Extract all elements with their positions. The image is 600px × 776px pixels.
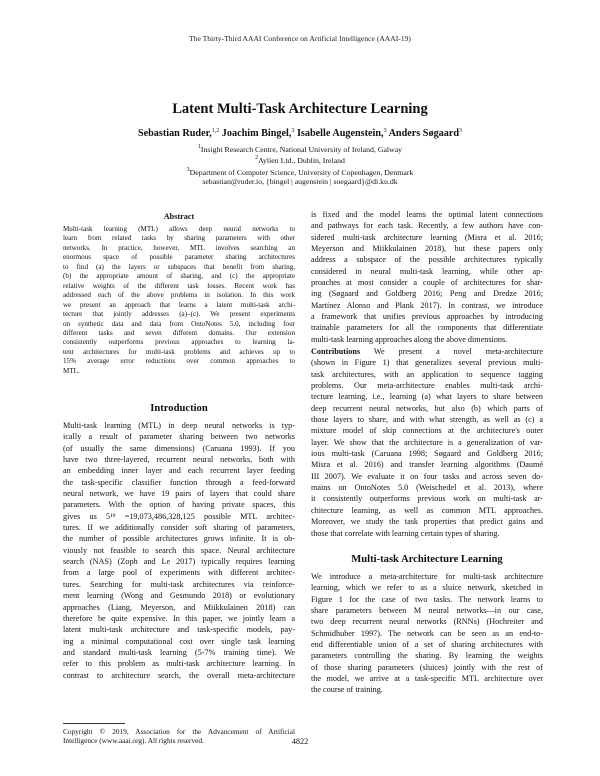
affiliation-text: Aylien Ltd., Dublin, Ireland xyxy=(258,156,345,165)
body-line: address a subspace of the possible architectures typically xyxy=(311,255,543,265)
body-line: learning, which we refer to as a sluice network, sketched in xyxy=(311,583,543,593)
author-emails: sebastian@ruder.io, {bingel | augenstein | soegaard}@di.ku.dk xyxy=(202,177,398,186)
body-line: Moreover, we study the task properties that predict gains and xyxy=(311,517,543,527)
abstract-line: tent architectures for multi-task problems and achieves up to xyxy=(63,347,295,356)
body-line: considered in neural multi-task learning, while other ap- xyxy=(311,266,543,276)
body-line: chitecture learning, as well as common MTL approaches. xyxy=(311,505,543,515)
body-line: gives us 5¹⁹ =19,073,486,328,125 possible MTL architec- xyxy=(63,511,295,521)
body-line: those that correlate with learning certain types of sharing. xyxy=(311,528,500,538)
footnote-line: Copyright © 2019, Association for the Advancement of Artificial xyxy=(63,727,295,736)
body-line: parameters controlling the sharing. By learning the weights xyxy=(311,651,543,661)
abstract-line: on synthetic data and data from OntoNotes 5.0, including four xyxy=(63,319,295,328)
abstract-line: addressed each of the above problems in isolation. In this work xyxy=(63,291,295,300)
abstract-line: consistently outperforms previous approaches to learning la- xyxy=(63,338,295,347)
body-line: sidered multi-task architecture learning (Misra et al. 2016; xyxy=(311,232,543,242)
body-line: Martínez Alonso and Plank 2017). In contrast, we introduce xyxy=(311,300,543,310)
author-name: Isabelle Augenstein, xyxy=(296,128,384,139)
body-line xyxy=(311,346,543,357)
body-line: Multi-task learning (MTL) in deep neural networks is typ- xyxy=(63,421,295,430)
abstract-line: tecture that jointly addresses (a)–(c). We present experiments xyxy=(63,310,295,319)
introduction-body xyxy=(63,420,295,681)
body-line: therefore be quite expensive. In this paper, we jointly learn a xyxy=(63,613,295,623)
conference-header: The Thirty-Third AAAI Conference on Artificial Intelligence (AAAI-19) xyxy=(189,34,411,43)
abstract-line: to find (a) the layers or subspaces that benefit from sharing, xyxy=(63,262,295,271)
affil-mark: 2 xyxy=(255,155,259,161)
body-line: Meyerson and Miikkulainen 2018), but these papers only xyxy=(311,244,543,254)
author-name: Joachim Bingel, xyxy=(221,128,292,139)
body-line: search (NAS) (Zoph and Le 2017) typically requires learning xyxy=(63,557,295,567)
abstract-line: enormous space of possible parameter sharing architectures xyxy=(63,253,295,262)
abstract-line: learn from related tasks by sharing parameters with other xyxy=(63,234,295,243)
affil-mark: 3 xyxy=(186,167,190,173)
abstract-line: MTL. xyxy=(63,366,80,375)
abstract-line: different tasks and seven different domains. Our extension xyxy=(63,328,295,337)
mtl-section-heading: Multi-task Architecture Learning xyxy=(351,554,503,565)
body-line: latent multi-task architecture and task-specific models, pay- xyxy=(63,625,295,635)
body-line: tures. Searching for multi-task architectures via reinforce- xyxy=(63,579,295,589)
author-list xyxy=(0,128,600,139)
body-line: end differentiable union of a set of sharing architectures with xyxy=(311,640,543,650)
body-line: mains on OntoNotes 5.0 (Weischedel et al. 2013), where xyxy=(311,483,543,493)
author-name: Anders Søgaard xyxy=(388,128,460,139)
body-line: proaches at most consider a couple of architectures for shar- xyxy=(311,278,543,288)
body-line: multi-task learning approaches along the above dimensions. xyxy=(311,334,508,344)
body-line: mixture model of skip connections at the architecture's outer xyxy=(311,426,543,436)
body-line: those layers to share, and with what strength, as well as (c) a xyxy=(311,415,543,425)
body-line: a framework that unifies previous approaches by introducing xyxy=(311,312,543,322)
body-line: viously not feasible to search this space. Neural architecture xyxy=(63,545,295,555)
right-intro-body xyxy=(311,209,543,345)
body-line: it consistently outperforms previous work on multi-task ar- xyxy=(311,494,543,504)
footnote-rule xyxy=(63,723,125,724)
body-line: and pathways for each task. Recently, a few authors have con- xyxy=(311,221,543,231)
author-name: Sebastian Ruder, xyxy=(137,128,212,139)
abstract-line: relative weights of the different task losses. Recent work has xyxy=(63,281,295,290)
body-line: of those sharing parameters (sluices) jointly with the rest of xyxy=(311,662,543,672)
mtl-section-body xyxy=(311,571,543,696)
body-line: and standard multi-task learning (5-7% training time). We xyxy=(63,647,295,657)
body-line: have two three-layered, recurrent neural networks, both with xyxy=(63,455,295,465)
body-line: (of usually the same dimensions) (Caruana 1993). If you xyxy=(63,443,295,453)
body-line: refer to this problem as multi-task architecture learning. In xyxy=(63,659,295,669)
body-line: ious multi-task (Caruana 1998; Søgaard and Goldberg 2016; xyxy=(311,449,543,459)
abstract-line: 15% average error reductions over common approaches to xyxy=(63,357,295,366)
body-line: ment learning (Wong and Gesmundo 2018) or evolutionary xyxy=(63,591,295,601)
body-line: Schmidhuber 1997). The network can be seen as an end-to- xyxy=(311,628,543,638)
abstract-body xyxy=(63,225,295,376)
body-line: the task-specific classifier function through a feed-forward xyxy=(63,477,295,487)
body-line: Misra et al. 2016) and transfer learning algorithms (Daumé xyxy=(311,460,543,470)
body-line: task architectures, with an application to sequence tagging xyxy=(311,369,543,379)
abstract-line: Multi-task learning (MTL) allows deep neural networks to xyxy=(63,225,295,233)
body-line: the course of training. xyxy=(311,685,383,695)
body-line: the number of possible architectures grows infinite. It is ob- xyxy=(63,534,295,544)
body-line: is fixed and the model learns the optimal latent connections xyxy=(311,210,543,219)
body-line: two deep recurrent neural networks (RNNs) (Hochreiter and xyxy=(311,617,543,627)
abstract-line: we present an approach that learns a latent multi-task archi- xyxy=(63,300,295,309)
body-line: share parameters between M neural networks—in our case, xyxy=(311,606,543,616)
body-line: tecture learning, i.e., learning (a) what layers to share between xyxy=(311,392,543,402)
body-line: an embedding inner layer and each recurrent layer feeding xyxy=(63,466,295,476)
author-affil-mark: 1,2 xyxy=(211,128,220,134)
body-line: III 2007). We evaluate it on four tasks and across seven do- xyxy=(311,471,543,481)
abstract-heading: Abstract xyxy=(163,212,195,221)
footnote-line: Intelligence (www.aaai.org). All rights reserved. xyxy=(63,736,204,746)
body-line: problems. Our meta-architecture enables multi-task archi- xyxy=(311,381,543,391)
body-line: contrast to architecture search, the overall meta-architecture xyxy=(63,670,295,680)
author-affil-mark: 3 xyxy=(291,128,295,134)
body-line: (shown in Figure 1) that generalizes several previous multi- xyxy=(311,358,543,368)
body-line-text: We present a novel meta-architecture xyxy=(373,347,543,356)
page-number: 4822 xyxy=(291,737,309,746)
contributions-lead: Contributions xyxy=(311,347,361,356)
body-line: We introduce a meta-architecture for multi-task architecture xyxy=(311,572,543,581)
body-line: approaches (Liang, Meyerson, and Miikkulainen 2018) can xyxy=(63,602,295,612)
body-line: Figure 1 for the case of two tasks. The network learns to xyxy=(311,594,543,604)
affiliation-text: Department of Computer Science, University of Copenhagen, Denmark xyxy=(189,168,414,177)
abstract-line: networks. In practice, however, MTL involves searching an xyxy=(63,243,295,252)
body-line: ing (Søgaard and Goldberg 2016; Peng and Dredze 2016; xyxy=(311,289,543,299)
body-line: parameters. With the option of having private spaces, this xyxy=(63,500,295,510)
body-line: from a large pool of experiments with different architec- xyxy=(63,568,295,578)
body-line: layer. We show that the architecture is a generalization of var- xyxy=(311,437,543,447)
paper-title: Latent Multi-Task Architecture Learning xyxy=(172,101,428,117)
body-line: tures. If we additionally consider soft sharing of parameters, xyxy=(63,523,295,533)
affiliation-text: Insight Research Centre, National University of Ireland, Galway xyxy=(200,145,403,154)
abstract-line: (b) the appropriate amount of sharing, and (c) the appropriate xyxy=(63,272,295,281)
body-line: ically a result of parameter sharing between two networks xyxy=(63,432,295,442)
body-line: neural network, we have 19 pairs of layers that could share xyxy=(63,489,295,499)
contributions-body xyxy=(311,346,543,539)
affil-mark: 1 xyxy=(197,144,201,150)
author-affil-mark: 3 xyxy=(459,128,463,134)
body-line: the model, we arrive at a task-specific MTL architecture over xyxy=(311,674,543,684)
author-affil-mark: 3 xyxy=(383,128,387,134)
body-line: ing a minimal computational cost over single task learning xyxy=(63,636,295,646)
body-line: deep recurrent neural networks, but also (b) which parts of xyxy=(311,403,543,413)
body-line: trainable parameters for all the components that differentiate xyxy=(311,323,543,333)
introduction-heading: Introduction xyxy=(150,403,208,414)
